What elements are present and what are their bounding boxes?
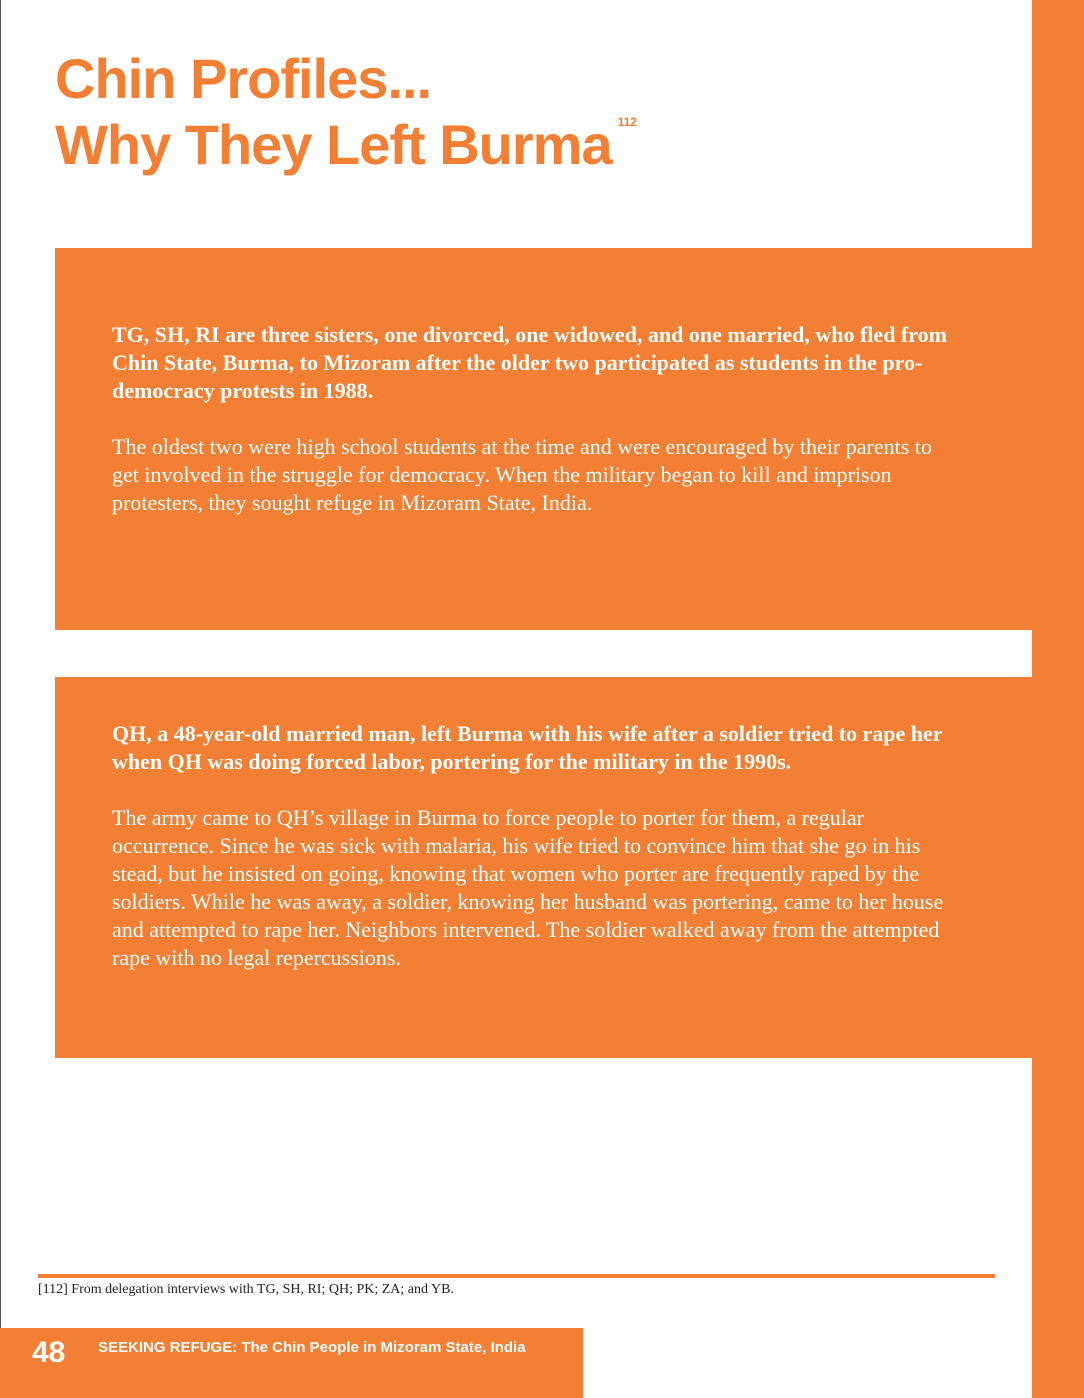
profile-lead: TG, SH, RI are three sisters, one divorced, one widowed, and one married, who fled from Chin State, Burma, to Mizoram after the older two participated as students in the pro-democracy protests in 1988. xyxy=(112,322,947,403)
title-line-2 xyxy=(55,112,637,178)
profile-lead: QH, a 48-year-old married man, left Burma with his wife after a soldier tried to rape her when QH was doing forced labor, portering for the military in the 1990s. xyxy=(112,721,943,774)
title-line-2-text: Why They Left Burma xyxy=(55,113,612,176)
title-footnote-ref: 112 xyxy=(617,115,637,129)
page-footer xyxy=(0,1328,583,1398)
profile-box-qh xyxy=(55,677,1032,1058)
profile-box-sisters xyxy=(55,248,1032,630)
page-title xyxy=(55,46,637,178)
profile-body: The oldest two were high school students at the time and were encouraged by their parents to get involved in the struggle for democracy. When the military began to kill and imprison protesters, they sought refuge in Mizoram State, India. xyxy=(112,434,932,515)
profile-body: The army came to QH’s village in Burma to force people to porter for them, a regular occurrence. Since he was sick with malaria, his wife tried to convince him that she go in his stead, but he insisted on going, knowing that women who porter are frequently raped by the soldiers. While he was away, a soldier, knowing her husband was portering, came to her house and attempted to rape her. Neighbors intervened. The soldier walked away from the attempted rape with no legal repercussions. xyxy=(112,805,944,970)
footnote-divider xyxy=(38,1274,995,1278)
title-line-1: Chin Profiles... xyxy=(55,47,432,110)
page-number: 48 xyxy=(32,1336,66,1369)
page-edge-rule xyxy=(0,0,1,1398)
footnote-text: [112] From delegation interviews with TG, SH, RI; QH; PK; ZA; and YB. xyxy=(38,1282,454,1297)
side-accent-bar xyxy=(1032,0,1084,1398)
running-title: SEEKING REFUGE: The Chin People in Mizoram State, India xyxy=(98,1339,526,1356)
